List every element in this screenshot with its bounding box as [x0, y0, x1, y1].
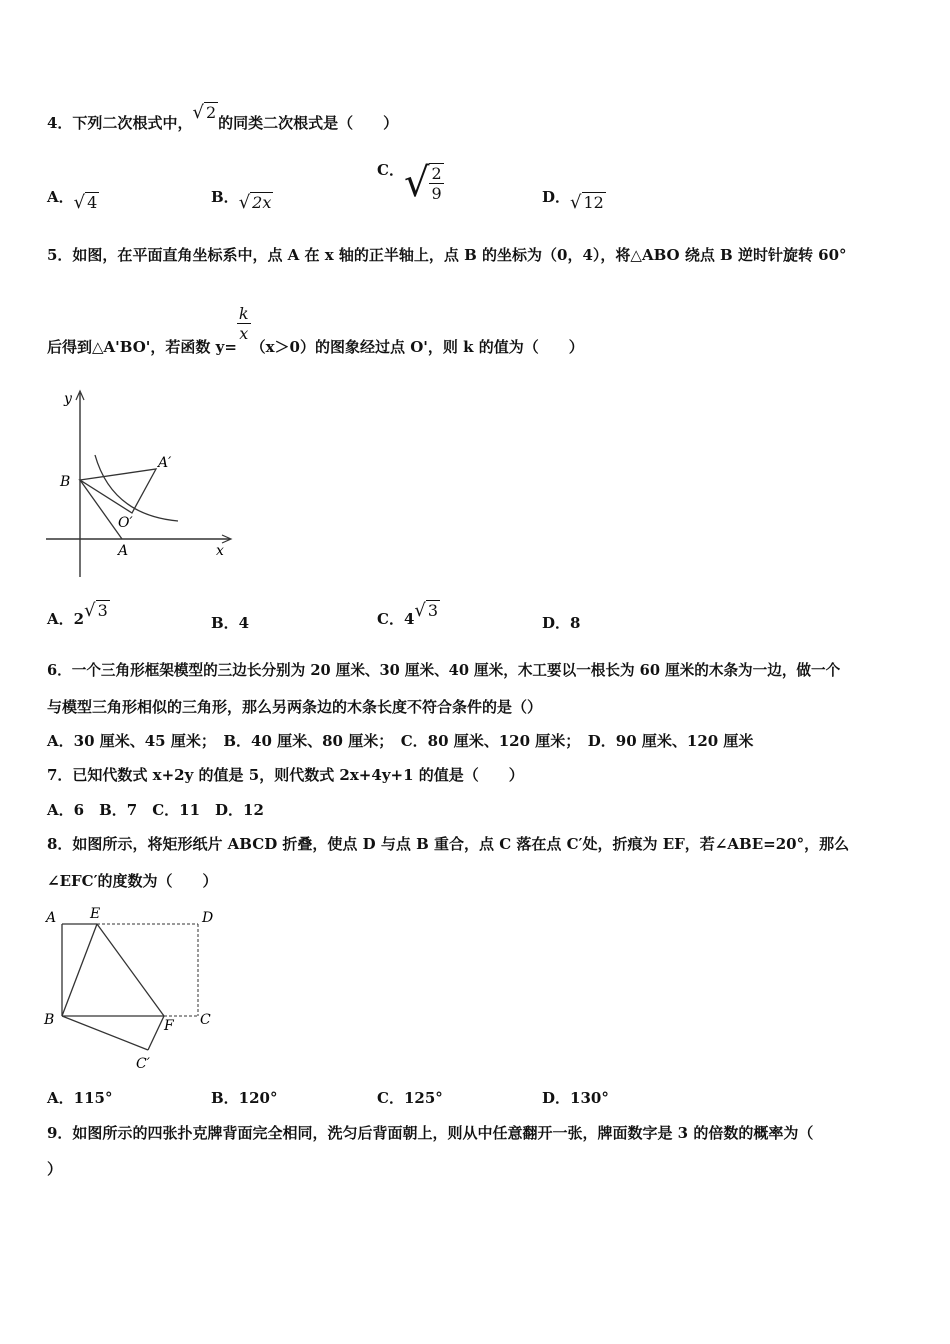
- q8-option-b[interactable]: B．120°: [211, 1089, 278, 1107]
- q4-stem: 4．下列二次根式中，√ 2的同类二次根式是（ ）: [47, 101, 399, 132]
- label-D: D: [202, 910, 214, 926]
- q8-option-c[interactable]: C．125°: [377, 1089, 443, 1107]
- q5-option-c[interactable]: C．4√ 3: [377, 599, 439, 628]
- label-A-prime: A′: [158, 455, 172, 471]
- segment-EF: [97, 924, 164, 1016]
- q4-option-b[interactable]: B．√ 2x: [211, 188, 272, 213]
- label-E: E: [90, 906, 101, 922]
- sqrt-2: √ 2: [192, 101, 217, 123]
- segment-BA: [80, 480, 122, 539]
- rotated-triangle: [80, 469, 156, 513]
- q4-option-a[interactable]: A．√ 4: [47, 188, 98, 213]
- q6-stem-line2: 与模型三角形相似的三角形，那么另两条边的木条长度不符合条件的是（）: [47, 698, 543, 716]
- label-O-prime: O′: [118, 515, 133, 531]
- q5-option-a[interactable]: A．2√ 3: [47, 599, 108, 628]
- q7-stem: 7．已知代数式 x+2y 的值是 5，则代数式 2x+4y+1 的值是（ ）: [47, 766, 524, 784]
- q6-stem-line1: 6．一个三角形框架模型的三边长分别为 20 厘米、30 厘米、40 厘米，木工要以一根长为 60 厘米的木条为一边，做一个: [47, 662, 841, 679]
- label-F: F: [164, 1018, 174, 1034]
- q8-rectangle-figure: [40, 902, 230, 1077]
- segment-BC-prime: [62, 1016, 148, 1050]
- q7-options[interactable]: A．6 B．7 C．11 D．12: [47, 801, 264, 819]
- sqrt-4: √ 4: [73, 191, 98, 213]
- q5-stem-line1: 5．如图，在平面直角坐标系中，点 A 在 x 轴的正半轴上，点 B 的坐标为（0，4），将△ABO 绕点 B 逆时针旋转 60°: [47, 246, 847, 264]
- sqrt-fraction-icon: √: [403, 160, 430, 206]
- q8-stem-line2: ∠EFC′的度数为（ ）: [47, 872, 218, 890]
- label-A: A: [118, 543, 129, 559]
- fraction-k-over-x: $\frac{k}{x}$: [238, 304, 249, 343]
- q5-stem-line2: 后得到△A'BO'，若函数 y= $\frac{k}{x}$ （x＞0）的图象经过点 O'，则 k 的值为（ ）: [47, 304, 584, 356]
- label-x: x: [216, 543, 224, 559]
- fraction-2-9: $\frac{2}{9}$: [431, 164, 442, 203]
- q5-option-b[interactable]: B．4: [211, 614, 250, 632]
- q8-option-d[interactable]: D．130°: [542, 1089, 609, 1107]
- q4-option-c[interactable]: C．√ $\frac{2}{9}$: [377, 160, 442, 206]
- sqrt-12: √ 12: [570, 191, 604, 213]
- label-C: C: [200, 1012, 211, 1028]
- q8-stem-line1: 8．如图所示，将矩形纸片 ABCD 折叠，使点 D 与点 B 重合，点 C 落在点 C′处，折痕为 EF，若∠ABE=20°，那么: [47, 835, 850, 853]
- q4-option-d[interactable]: D．√ 12: [542, 188, 604, 213]
- q6-options[interactable]: A．30 厘米、45 厘米； B．40 厘米、80 厘米； C．80 厘米、120 厘米； D．90 厘米、120 厘米: [47, 732, 754, 750]
- q9-stem-line1: 9．如图所示的四张扑克牌背面完全相同，洗匀后背面朝上，则从中任意翻开一张，牌面数字是 3 的倍数的概率为（: [47, 1124, 814, 1142]
- label-y: y: [64, 391, 72, 407]
- segment-BE: [62, 924, 97, 1016]
- label-B: B: [44, 1012, 55, 1028]
- label-A: A: [46, 910, 57, 926]
- segment-FC-prime: [148, 1016, 164, 1050]
- q8-option-a[interactable]: A．115°: [47, 1089, 113, 1107]
- sqrt-2x: √ 2x: [238, 191, 272, 213]
- q5-option-d[interactable]: D．8: [542, 614, 581, 632]
- label-C-prime: C′: [136, 1056, 150, 1072]
- label-B: B: [60, 474, 71, 490]
- q9-stem-line2: ）: [47, 1160, 63, 1178]
- q5-coordinate-figure: [40, 385, 240, 585]
- sqrt-3: √ 3: [414, 599, 439, 621]
- sqrt-3: √ 3: [84, 599, 108, 621]
